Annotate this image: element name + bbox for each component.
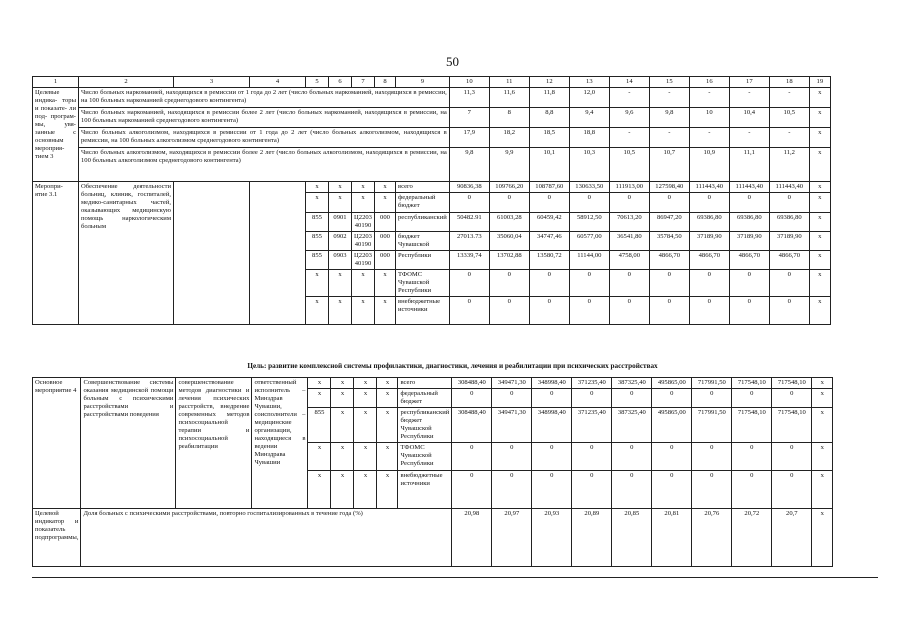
table-cell: x [377, 389, 398, 408]
table-cell: 0 [772, 389, 812, 408]
table-cell: x [812, 408, 833, 443]
table-cell: 0 [489, 270, 529, 297]
table-cell: Число больных наркоманией, находящихся в ремиссии от 1 года до 2 лет (число больных наркоманией, находящихся в ремиссии, на 100 больных наркоманией среднегодового контингента) [79, 88, 450, 108]
table-cell: 10,5 [769, 108, 809, 128]
table-cell: 308488,40 [452, 378, 492, 389]
table-cell: 0 [769, 297, 809, 325]
table-cell: 11,2 [769, 148, 809, 182]
table-cell: - [609, 128, 649, 148]
table-cell: 10,7 [649, 148, 689, 182]
table-bottom-border [32, 577, 878, 578]
table-cell: 0 [452, 443, 492, 471]
table-cell: 27013.73 [449, 232, 489, 251]
table-cell: x [809, 108, 830, 128]
table-cell: 0 [529, 270, 569, 297]
table-cell: 111443,40 [769, 182, 809, 193]
table-cell: 10,9 [689, 148, 729, 182]
table-cell: 0 [569, 297, 609, 325]
table-cell: 0 [492, 443, 532, 471]
table-cell: 0 [609, 297, 649, 325]
table-cell: x [306, 270, 329, 297]
table-cell: 37189,90 [729, 232, 769, 251]
table-cell: 13339,74 [449, 251, 489, 270]
table-cell: 717548,10 [772, 408, 812, 443]
table-cell: 717548,10 [772, 378, 812, 389]
table-cell: x [377, 471, 398, 509]
table-cell: 0 [649, 297, 689, 325]
table-cell: 10,1 [529, 148, 569, 182]
table-cell: 13 [569, 77, 609, 88]
table-cell: x [375, 270, 396, 297]
table-cell: x [354, 378, 377, 389]
table-cell: 0 [652, 443, 692, 471]
table-cell: 20,76 [692, 509, 732, 567]
table-cell: 348998,40 [532, 408, 572, 443]
table-cell: 349471,30 [492, 408, 532, 443]
table-cell: x [354, 408, 377, 443]
table-cell: x [352, 182, 375, 193]
table-cell: 371235,40 [572, 378, 612, 389]
table-cell: 34747,46 [529, 232, 569, 251]
table-cell: 495865,00 [652, 408, 692, 443]
table-cell: 11,8 [529, 88, 569, 108]
table-row [33, 148, 831, 182]
table-cell: 0 [449, 270, 489, 297]
table-cell: 0 [692, 443, 732, 471]
table-cell: 4 [250, 77, 306, 88]
table-cell: 717548,10 [732, 378, 772, 389]
table-cell: ответственный исполнитель – Минздрав Чувашии, соисполнители – медицинские организации, находящиеся в ведении Минздрава Чувашии [252, 378, 308, 509]
table-cell: 8 [489, 108, 529, 128]
table-cell: 387325,40 [612, 378, 652, 389]
table-cell: 10,3 [569, 148, 609, 182]
table-cell: 15 [649, 77, 689, 88]
table-cell: - [769, 128, 809, 148]
table-row [33, 182, 831, 193]
table-cell: 20,7 [772, 509, 812, 567]
table-cell: 14 [609, 77, 649, 88]
table-cell: Число больных алкоголизмом, находящихся в ремиссии более 2 лет (число больных алкоголизмом, находящихся в ремиссии, на 100 больных алкоголизмом среднегодового контингента) [79, 148, 450, 182]
table-cell: 12,0 [569, 88, 609, 108]
table-cell: 0 [729, 270, 769, 297]
table-cell: 0 [732, 471, 772, 509]
table-cell: Число больных алкоголизмом, находящихся в ремиссии от 1 года до 2 лет (число больных алкоголизмом, находящихся в ремиссии, на 100 больных алкоголизмом среднегодового контингента) [79, 128, 450, 148]
table-cell: 0 [612, 443, 652, 471]
table-row [33, 128, 831, 148]
table-cell: 0 [449, 297, 489, 325]
table-cell: федеральный бюджет [396, 193, 450, 213]
table-cell: 60459,42 [529, 213, 569, 232]
table-cell: 0 [689, 193, 729, 213]
table-cell: 0 [769, 193, 809, 213]
table-cell: x [812, 443, 833, 471]
table-cell: 18,2 [489, 128, 529, 148]
table-cell: x [329, 270, 352, 297]
table-cell: 13702,88 [489, 251, 529, 270]
table-cell: 37189,90 [689, 232, 729, 251]
table-cell: 0 [612, 471, 652, 509]
table-cell: - [649, 88, 689, 108]
table-cell: x [809, 148, 830, 182]
table-cell: x [352, 270, 375, 297]
table-cell: 0 [772, 443, 812, 471]
table-cell: 0 [732, 443, 772, 471]
table-cell: x [809, 193, 830, 213]
table-cell: x [308, 389, 331, 408]
table-cell: бюджет Чувашской [396, 232, 450, 251]
table-cell: 717548,10 [732, 408, 772, 443]
table-cell: Совершенствование системы оказания медицинской помощи больным с психическими расстройствами и расстройствами поведения [81, 378, 176, 509]
table-cell: Обеспечение деятельности больниц, клиник, госпиталей, медико-санитарных частей, оказывающих медицинскую помощь наркологическим больным [79, 182, 174, 325]
lower-table [32, 377, 833, 567]
table-cell: - [649, 128, 689, 148]
table-cell: 60577,00 [569, 232, 609, 251]
table-cell: x [377, 443, 398, 471]
table-cell: Ц2203 40190 [352, 232, 375, 251]
table-cell: 000 [375, 213, 396, 232]
table-cell: 4866,70 [689, 251, 729, 270]
table-cell: 4758,00 [609, 251, 649, 270]
table-cell: 109766,20 [489, 182, 529, 193]
header-row [33, 77, 831, 88]
table-cell: 69386,80 [729, 213, 769, 232]
table-cell: x [812, 509, 833, 567]
table-cell: 0 [689, 297, 729, 325]
table-cell: 0 [649, 193, 689, 213]
table-cell: 111443,40 [689, 182, 729, 193]
table-cell: 10 [689, 108, 729, 128]
table-cell: 0 [612, 389, 652, 408]
table-cell: 371235,40 [572, 408, 612, 443]
table-cell: x [375, 182, 396, 193]
table-cell: 12 [529, 77, 569, 88]
table-cell: всего [398, 378, 452, 389]
table-cell: 0 [652, 471, 692, 509]
table-cell: x [812, 389, 833, 408]
table-cell: - [609, 88, 649, 108]
table-cell: 717991,50 [692, 408, 732, 443]
table-cell: Ц2203 40190 [352, 251, 375, 270]
table-cell: x [812, 471, 833, 509]
table-cell: 18,5 [529, 128, 569, 148]
table-cell: 0 [492, 471, 532, 509]
table-cell: 69386,80 [689, 213, 729, 232]
table-cell: x [354, 471, 377, 509]
table-cell: 9,8 [649, 108, 689, 128]
table-cell: x [308, 443, 331, 471]
table-cell: 0 [649, 270, 689, 297]
table-cell: x [329, 193, 352, 213]
table-cell: x [809, 182, 830, 193]
table-cell: 0 [609, 193, 649, 213]
table-cell: x [809, 232, 830, 251]
table-cell: 50482.91 [449, 213, 489, 232]
table-cell: x [809, 251, 830, 270]
table-cell: 35784,50 [649, 232, 689, 251]
table-cell: 16 [689, 77, 729, 88]
table-cell: 20,98 [452, 509, 492, 567]
table-cell: 7 [449, 108, 489, 128]
table-cell: x [331, 378, 354, 389]
table-cell: Доля больных с психическими расстройствами, повторно госпитализированных в течение года (%) [81, 509, 452, 567]
table-cell [174, 182, 250, 325]
table-cell: x [354, 389, 377, 408]
table-cell: x [306, 297, 329, 325]
table-cell: 0 [729, 297, 769, 325]
page-number: 50 [446, 54, 459, 69]
table-cell: 0 [732, 389, 772, 408]
table-cell: 20,81 [652, 509, 692, 567]
table-cell: x [329, 182, 352, 193]
table-cell: 11,3 [449, 88, 489, 108]
table-cell: 855 [308, 408, 331, 443]
table-cell: 0 [489, 297, 529, 325]
table-cell: x [352, 297, 375, 325]
table-cell: федеральный бюджет [398, 389, 452, 408]
table-cell: 0 [572, 443, 612, 471]
table-cell: республиканский бюджет Чувашской Республики [398, 408, 452, 443]
table-cell: 9,4 [569, 108, 609, 128]
table-cell: 0 [529, 297, 569, 325]
table-cell: 855 [306, 232, 329, 251]
table-cell: 11,1 [729, 148, 769, 182]
table-cell: Основное мероприятие 4 [33, 378, 81, 509]
table-cell: совершенствование методов диагностики и лечения психических расстройств, внедрение современных методов психосоциальной терапии и психосоциальной реабилитации [176, 378, 252, 509]
table-cell: 0 [572, 471, 612, 509]
table-cell: x [331, 471, 354, 509]
table-row [33, 509, 833, 567]
table-cell: 0 [489, 193, 529, 213]
table-cell: 17,9 [449, 128, 489, 148]
table-cell: 4866,70 [649, 251, 689, 270]
table-cell: 8,8 [529, 108, 569, 128]
table-cell: x [809, 128, 830, 148]
table-cell [250, 182, 306, 325]
table-cell: 0 [769, 270, 809, 297]
table-cell: x [306, 193, 329, 213]
table-cell: 20,85 [612, 509, 652, 567]
table-cell: 17 [729, 77, 769, 88]
table-cell: 9 [396, 77, 450, 88]
table-cell: ТФОМС Чувашской Республики [396, 270, 450, 297]
table-cell: 127598,40 [649, 182, 689, 193]
table-cell: 36541,80 [609, 232, 649, 251]
table-cell: x [329, 297, 352, 325]
table-cell: внебюджетные источники [398, 471, 452, 509]
table-cell: 58912,50 [569, 213, 609, 232]
table-row [33, 108, 831, 128]
table-cell: 4866,70 [769, 251, 809, 270]
table-cell: 0 [692, 471, 732, 509]
table-cell: 0 [492, 389, 532, 408]
table-cell: 18,8 [569, 128, 609, 148]
table-cell: 000 [375, 251, 396, 270]
table-cell: x [352, 193, 375, 213]
table-cell: 108787,60 [529, 182, 569, 193]
table-cell: 0 [689, 270, 729, 297]
table-cell: 19 [809, 77, 830, 88]
table-cell: 86947,20 [649, 213, 689, 232]
table-cell: 495865,00 [652, 378, 692, 389]
table-cell: x [809, 270, 830, 297]
table-cell: 0 [652, 389, 692, 408]
table-cell: 0 [452, 471, 492, 509]
table-cell: x [308, 378, 331, 389]
table-cell: x [809, 213, 830, 232]
table-cell: 0 [729, 193, 769, 213]
table-cell: 5 [306, 77, 329, 88]
table-cell: 0 [449, 193, 489, 213]
table-cell: Меропри- ятие 3.1 [33, 182, 79, 325]
table-cell: 10,4 [729, 108, 769, 128]
table-cell: 0 [532, 471, 572, 509]
table-cell: x [308, 471, 331, 509]
table-cell: x [354, 443, 377, 471]
table-cell: 855 [306, 213, 329, 232]
table-cell: 349471,30 [492, 378, 532, 389]
table-cell: 0 [569, 193, 609, 213]
table-cell: 0903 [329, 251, 352, 270]
table-cell: 9,6 [609, 108, 649, 128]
table-cell: 0 [572, 389, 612, 408]
table-row [33, 378, 833, 389]
table-row [33, 88, 831, 108]
table-cell: x [331, 408, 354, 443]
table-cell: x [331, 443, 354, 471]
table-cell: x [331, 389, 354, 408]
table-cell: 13580,72 [529, 251, 569, 270]
table-cell: 7 [352, 77, 375, 88]
table-cell: x [809, 88, 830, 108]
table-cell: Число больных наркоманией, находящихся в ремиссии более 2 лет (число больных наркоманией, находящихся в ремиссии, на 100 больных наркоманией среднегодового контингента) [79, 108, 450, 128]
table-cell: 20,89 [572, 509, 612, 567]
table-cell: 6 [329, 77, 352, 88]
table-cell: x [375, 193, 396, 213]
table-cell: 90836,38 [449, 182, 489, 193]
table-cell: x [377, 408, 398, 443]
table-cell: 9,9 [489, 148, 529, 182]
table-cell: 0 [569, 270, 609, 297]
table-cell: Целевые индика- торы и показате- ли под- програм- мы, увя- занные с основным мероприя- тием 3 [33, 88, 79, 182]
table-cell: 0 [452, 389, 492, 408]
table-cell: 35060,04 [489, 232, 529, 251]
table-cell: 18 [769, 77, 809, 88]
table-cell: 387325,40 [612, 408, 652, 443]
table-cell: 8 [375, 77, 396, 88]
table-cell: 0 [532, 443, 572, 471]
table-cell: 111913,00 [609, 182, 649, 193]
table-cell: 4866,70 [729, 251, 769, 270]
table-cell: 9,8 [449, 148, 489, 182]
table-cell: 717991,50 [692, 378, 732, 389]
table-cell: 20,72 [732, 509, 772, 567]
table-cell: Республики [396, 251, 450, 270]
table-cell: 0901 [329, 213, 352, 232]
table-cell: 0902 [329, 232, 352, 251]
table-cell: 37189,90 [769, 232, 809, 251]
table-cell: 130633,50 [569, 182, 609, 193]
table-cell: внебюджетные источники [396, 297, 450, 325]
table-cell: всего [396, 182, 450, 193]
table-cell: 348998,40 [532, 378, 572, 389]
table-cell: x [375, 297, 396, 325]
table-cell: ТФОМС Чувашской Республики [398, 443, 452, 471]
table-cell: x [809, 297, 830, 325]
table-cell: 20,93 [532, 509, 572, 567]
table-cell: - [729, 88, 769, 108]
table-cell: 000 [375, 232, 396, 251]
table-cell: 70613,20 [609, 213, 649, 232]
table-cell: 0 [609, 270, 649, 297]
table-cell: 0 [692, 389, 732, 408]
table-cell: 11144,00 [569, 251, 609, 270]
table-cell: - [689, 88, 729, 108]
goal-heading: Цель: развитие комплексной системы профилактики, диагностики, лечения и реабилитации при психических расстройствах [247, 362, 658, 370]
table-cell: 61003,28 [489, 213, 529, 232]
table-cell: 10 [449, 77, 489, 88]
table-cell: - [689, 128, 729, 148]
table-cell: 2 [79, 77, 174, 88]
table-cell: 11 [489, 77, 529, 88]
table-cell: республиканский [396, 213, 450, 232]
table-cell: 111443,40 [729, 182, 769, 193]
table-cell: 11,6 [489, 88, 529, 108]
table-cell: 1 [33, 77, 79, 88]
table-cell: 10,5 [609, 148, 649, 182]
table-cell: 0 [532, 389, 572, 408]
table-cell: - [769, 88, 809, 108]
table-cell: 20,97 [492, 509, 532, 567]
table-cell: - [729, 128, 769, 148]
table-cell: x [812, 378, 833, 389]
table-cell: 308488,40 [452, 408, 492, 443]
table-cell: x [377, 378, 398, 389]
table-cell: 0 [529, 193, 569, 213]
table-cell: 0 [772, 471, 812, 509]
table-cell: x [306, 182, 329, 193]
upper-table [32, 76, 831, 325]
table-cell: Целевой индикатор и показатель подпрограммы, [33, 509, 81, 567]
table-cell: Ц2203 40190 [352, 213, 375, 232]
table-cell: 69386,80 [769, 213, 809, 232]
table-cell: 3 [174, 77, 250, 88]
table-cell: 855 [306, 251, 329, 270]
